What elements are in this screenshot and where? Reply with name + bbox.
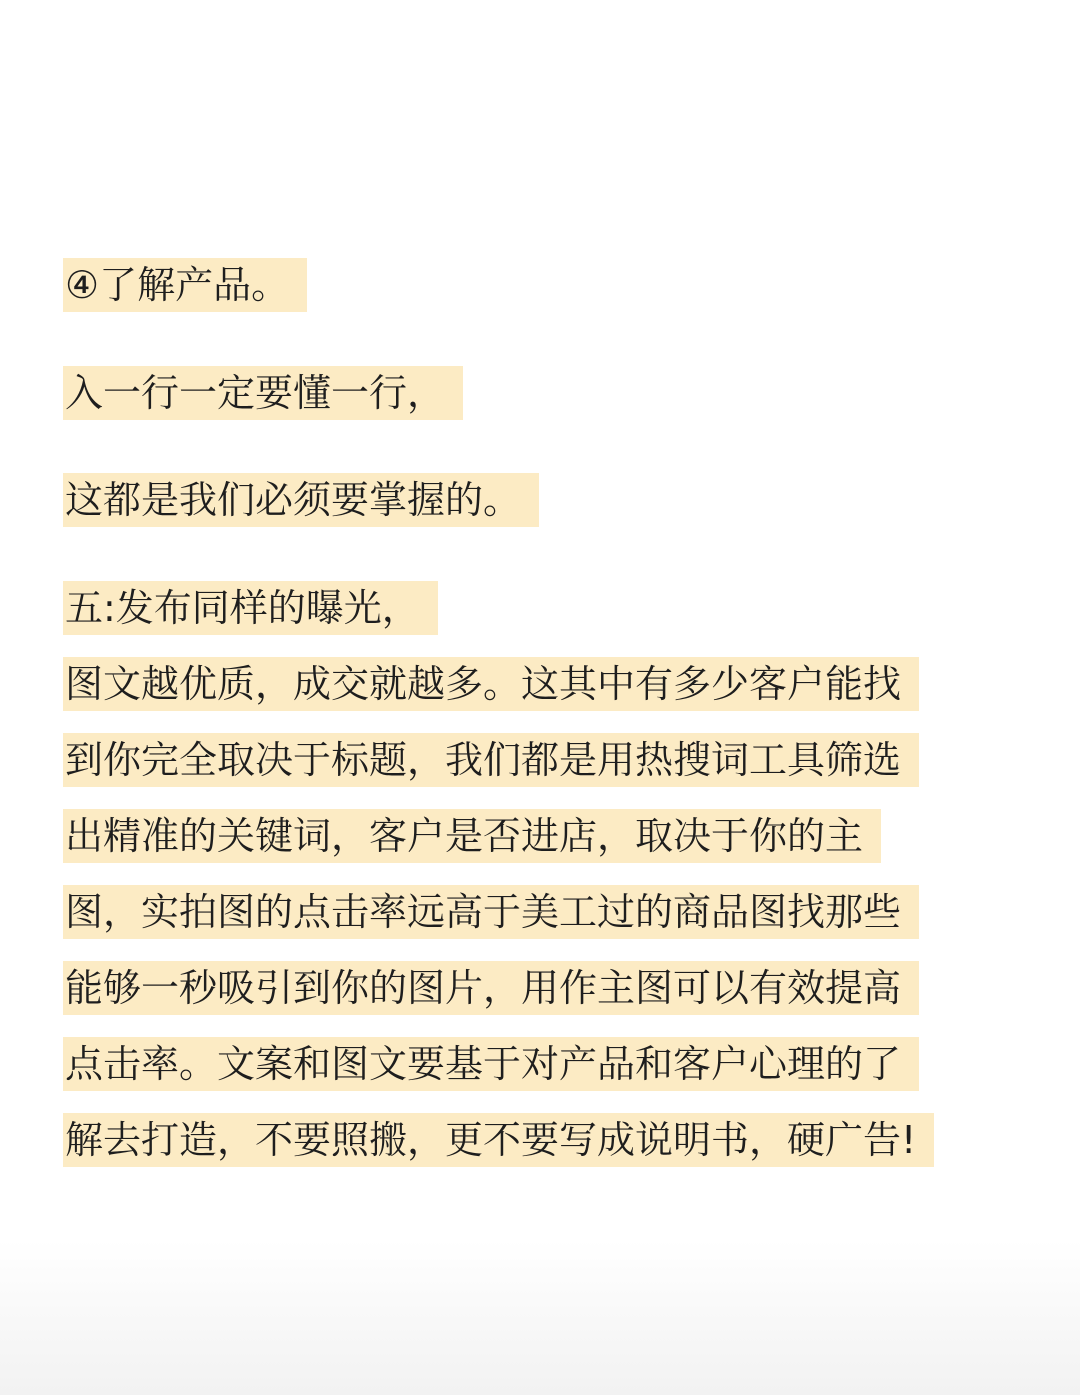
paragraph-line: 图，实拍图的点击率远高于美工过的商品图找那些 xyxy=(63,885,919,939)
text-line: 入一行一定要懂一行， xyxy=(63,366,463,420)
article-body xyxy=(63,258,1023,1167)
paragraph-line: 解去打造，不要照搬，更不要写成说明书，硬广告! xyxy=(63,1113,934,1167)
paragraph xyxy=(63,657,1023,1167)
text-line: 这都是我们必须要掌握的。 xyxy=(63,473,539,527)
section-heading-publish: 五:发布同样的曝光， xyxy=(63,581,438,635)
section-heading-product: ④了解产品。 xyxy=(63,258,307,312)
paragraph-line: 到你完全取决于标题，我们都是用热搜词工具筛选 xyxy=(63,733,919,787)
paragraph-line: 能够一秒吸引到你的图片，用作主图可以有效提高 xyxy=(63,961,919,1015)
paragraph-line: 图文越优质，成交就越多。这其中有多少客户能找 xyxy=(63,657,919,711)
paragraph-line: 点击率。文案和图文要基于对产品和客户心理的了 xyxy=(63,1037,919,1091)
paragraph-line: 出精准的关键词，客户是否进店，取决于你的主 xyxy=(63,809,881,863)
